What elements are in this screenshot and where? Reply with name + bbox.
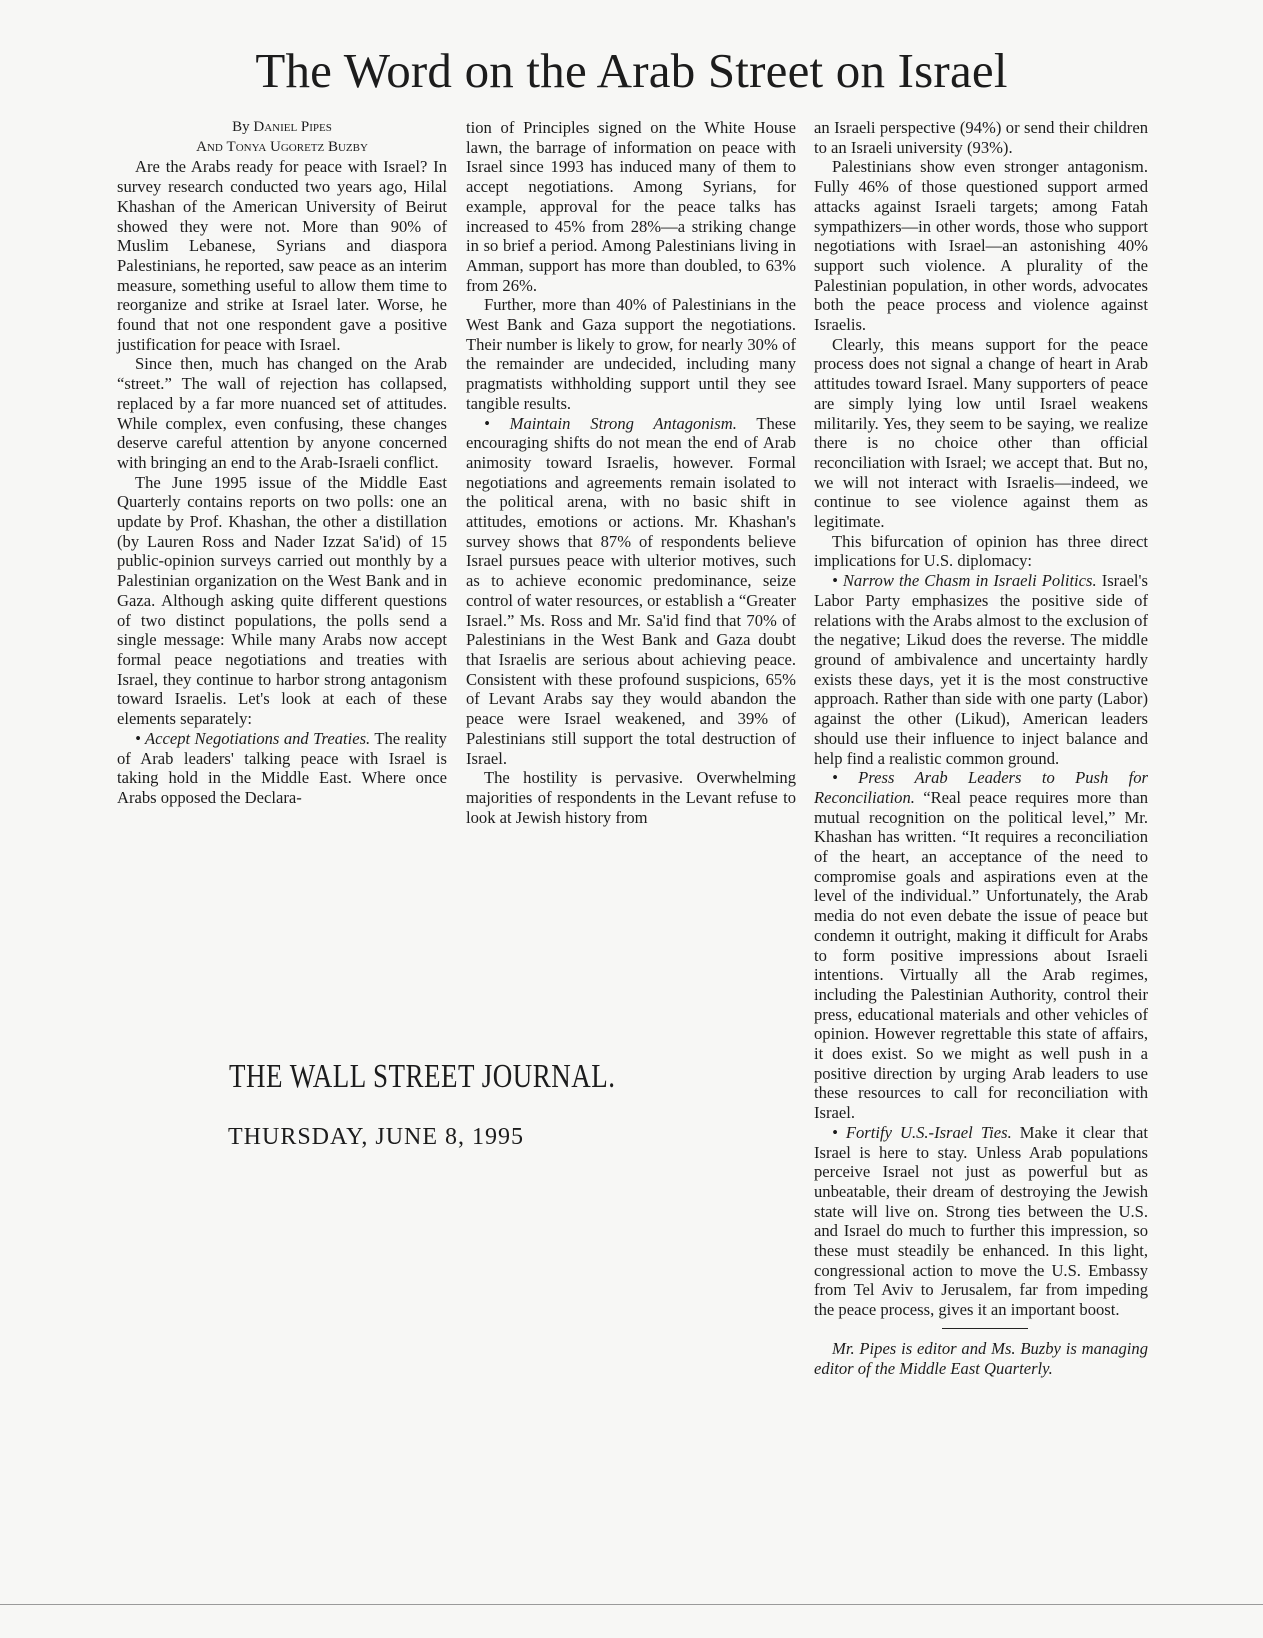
paragraph [814, 1123, 1148, 1320]
paragraph [466, 414, 796, 769]
paragraph: This bifurcation of opinion has three direct implications for U.S. diplomacy: [814, 531, 1148, 571]
paragraph: tion of Principles signed on the White House lawn, the barrage of information on peace with Israel since 1993 has induced many of them to accept negotiations. Among Syrians, for example, approval for the peace talks has increased to 45% from 28%—a striking change in so brief a period. Among Palestinians living in Amman, support has more than doubled, to 63% from 26%. [466, 118, 796, 295]
byline-author-2 [117, 138, 447, 158]
article-column-3 [814, 118, 1148, 1378]
section-text: “Real peace requires more than mutual recognition on the political level,” Mr. Khashan has written. “It requires a reconciliation of the heart, an acceptance of the need to compromise goals and aspirations even at the level of the individual.” Unfortunately, the Arab media do not even debate the issue of peace but condemn it outright, making it difficult for Arabs to form positive impressions about Israeli intentions. Virtually all the Arab regimes, including the Palestinian Authority, control their press, educational materials and other vehicles of opinion. However regrettable this state of affairs, it does exist. So we might as well push in a positive direction by urging Arab leaders to use these resources to call for reconciliation with Israel. [814, 787, 1148, 1123]
article-column-2 [466, 118, 796, 827]
byline-name: Tonya Ugoretz Buzby [226, 138, 368, 155]
section-text: These encouraging shifts do not mean the end of Arab animosity toward Israelis, however. Formal negotiations and agreements remain isolated to the political arena, with no basic shift in attitudes, emotions or actions. Mr. Khashan's survey shows that 87% of respondents believe Israel pursues peace with ulterior motives, such as to achieve economic predominance, seize control of water resources, or establish a “Greater Israel.” Ms. Ross and Mr. Sa'id find that 70% of Palestinians in the West Bank and Gaza doubt that Israelis are serious about achieving peace. Consistent with these profound suspicions, 65% of Levant Arabs say they would abandon the peace were Israel weakened, and 39% of Palestinians still support the total destruction of Israel. [466, 413, 796, 768]
section-lead: • Maintain Strong Antagonism. [484, 413, 737, 433]
paragraph: Are the Arabs ready for peace with Israel? In survey research conducted two years ago, Hilal Khashan of the American University of Beirut showed they were not. More than 90% of Muslim Lebanese, Syrians and diaspora Palestinians, he reported, saw peace as an interim measure, something useful to allow them time to reorganize and strike at Israel later. Worse, he found that not one respondent gave a positive justification for peace with Israel. [117, 157, 447, 354]
paragraph [814, 571, 1148, 768]
section-text: The reality of Arab leaders' talking peace with Israel is taking hold in the Middle East. Where once Arabs opposed the Declara- [117, 728, 447, 807]
paragraph [117, 729, 447, 808]
paragraph: Since then, much has changed on the Arab “street.” The wall of rejection has collapsed, replaced by a far more nuanced set of attitudes. While complex, even confusing, these changes deserve careful attention by anyone concerned with bringing an end to the Arab-Israeli conflict. [117, 354, 447, 472]
divider [942, 1328, 1028, 1329]
byline-prefix: By [232, 119, 250, 135]
author-bio: Mr. Pipes is editor and Ms. Buzby is managing editor of the Middle East Quarterly. [814, 1338, 1148, 1378]
section-lead: • Press Arab Leaders to Push for Reconciliation. [814, 768, 1148, 807]
byline-name: Daniel Pipes [253, 119, 332, 135]
paragraph: an Israeli perspective (94%) or send their children to an Israeli university (93%). [814, 118, 1148, 157]
paragraph: Clearly, this means support for the peace process does not signal a change of heart in Arab attitudes toward Israel. Many supporters of peace are simply lying low until Israel weakens militarily. Yes, they seem to be saying, we realize there is no choice other than official reconciliation with Israel; we accept that. But no, we will not interact with Israelis—indeed, we continue to see violence against them as legitimate. [814, 334, 1148, 532]
masthead: THE WALL STREET JOURNAL. [229, 1057, 616, 1095]
paragraph: Palestinians show even stronger antagonism. Fully 46% of those questioned support armed attacks against Israeli targets; among Fatah sympathizers—in other words, those who support negotiations with Israel—an astonishing 40% support such violence. A plurality of the Palestinian population, in other words, advocates both the peace process and violence against Israelis. [814, 157, 1148, 335]
byline-author-1 [117, 118, 447, 138]
section-text: Israel's Labor Party emphasizes the positive side of relations with the Arabs almost to the exclusion of the negative; Likud does the reverse. The middle ground of ambivalence and uncertainty hardly exists these days, yet it is the most constructive approach. Rather than side with one party (Labor) against the other (Likud), American leaders should use their influence to inject balance and help find a realistic common ground. [814, 571, 1148, 768]
section-lead: • Narrow the Chasm in Israeli Politics. [832, 571, 1097, 591]
section-text: Make it clear that Israel is here to stay. Unless Arab populations perceive Israel not just as powerful but as unbeatable, their dream of destroying the Jewish state will live on. Strong ties between the U.S. and Israel do much to further this impression, so these must steadily be enhanced. In this light, congressional action to move the U.S. Embassy from Tel Aviv to Jerusalem, far from impeding the peace process, gives it an important boost. [814, 1122, 1148, 1320]
divider [0, 1604, 1263, 1605]
paragraph: The June 1995 issue of the Middle East Quarterly contains reports on two polls: one an update by Prof. Khashan, the other a distillation (by Lauren Ross and Nader Izzat Sa'id) of 15 public-opinion surveys carried out monthly by a Palestinian organization on the West Bank and in Gaza. Although asking quite different questions of two distinct populations, the polls send a single message: While many Arabs now accept formal peace negotiations and treaties with Israel, they continue to harbor strong antagonism toward Israelis. Let's look at each of these elements separately: [117, 472, 447, 729]
paragraph: Further, more than 40% of Palestinians in the West Bank and Gaza support the negotiations. Their number is likely to grow, for nearly 30% of the remainder are undecided, including many pragmatists withholding support until they see tangible results. [466, 295, 796, 413]
paragraph: The hostility is pervasive. Overwhelming majorities of respondents in the Levant refuse to look at Jewish history from [466, 768, 796, 827]
article-column-1 [117, 118, 447, 808]
section-lead: • Accept Negotiations and Treaties. [135, 728, 371, 748]
headline: The Word on the Arab Street on Israel [255, 43, 1008, 98]
section-lead: • Fortify U.S.-Israel Ties. [832, 1122, 1012, 1142]
paragraph [814, 768, 1148, 1123]
dateline: THURSDAY, JUNE 8, 1995 [228, 1124, 525, 1150]
byline-prefix: And [196, 138, 223, 155]
